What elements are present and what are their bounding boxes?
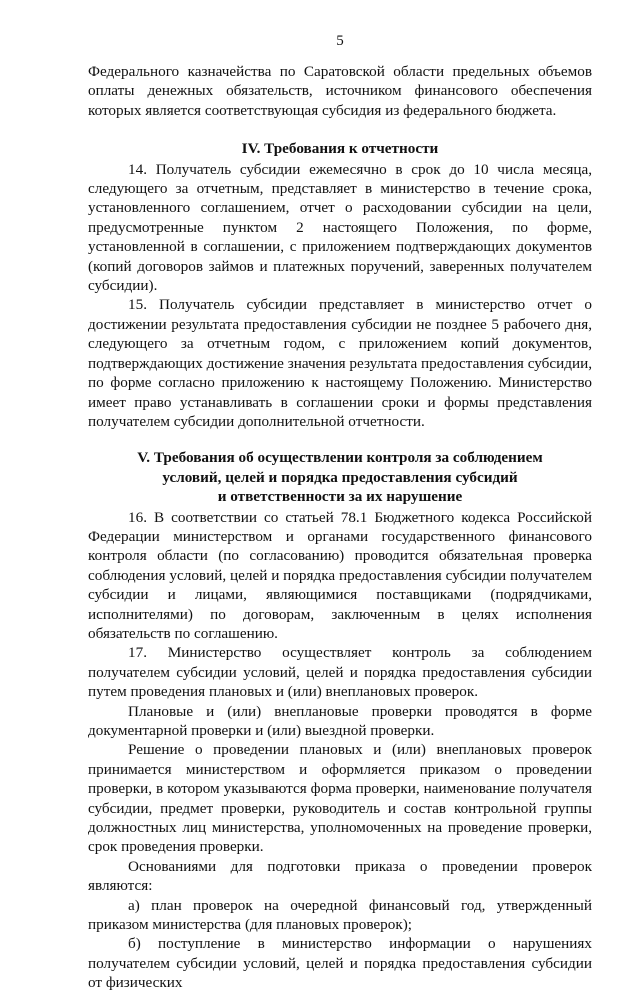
paragraph-inspection-grounds: Основаниями для подготовки приказа о проведении проверок являются: bbox=[88, 857, 592, 895]
intro-paragraph: Федерального казначейства по Саратовской области предельных объемов оплаты денежных обязательств, источником финансового обеспечения которых является соответствующая субсидия из федерального бюджета. bbox=[88, 63, 592, 119]
paragraph-17: 17. Министерство осуществляет контроль за соблюдением получателем субсидии условий, целей и порядка предоставления субсидии путем проведения плановых и (или) внеплановых проверок. bbox=[88, 644, 592, 701]
page-number: 5 bbox=[336, 33, 344, 49]
section-v-heading-line-1: V. Требования об осуществлении контроля за соблюдением bbox=[137, 449, 543, 467]
section-v-heading bbox=[88, 448, 592, 506]
section-v-heading-line-3: и ответственности за их нарушение bbox=[217, 488, 463, 506]
section-iv bbox=[88, 139, 592, 431]
section-v bbox=[88, 448, 592, 992]
list-item-a: а) план проверок на очередной финансовый год, утвержденный приказом министерства (для плановых проверок); bbox=[88, 896, 592, 934]
paragraph-15: 15. Получатель субсидии представляет в министерство отчет о достижении результата предоставления субсидии не позднее 5 рабочего дня, следующего за отчетным годом, с приложением копий документов, подтверждающих достижение значения результата предоставления субсидии, по форме согласно приложению к настоящему Положению. Министерство имеет право устанавливать в соглашении сроки и формы представления получателем субсидии дополнительной отчетности. bbox=[88, 296, 592, 430]
section-iv-heading: IV. Требования к отчетности bbox=[241, 140, 439, 158]
list-item-b: б) поступление в министерство информации о нарушениях получателем субсидии условий, целей и порядка предоставления субсидии от физических bbox=[88, 935, 592, 992]
paragraph-inspection-decision: Решение о проведении плановых и (или) внеплановых проверок принимается министерством и оформляется приказом о проведении проверки, в котором указываются форма проверки, наименование получателя субсидии, предмет проверки, руководитель и состав контрольной группы должностных лиц министерства, уполномоченных на проведение проверки, срок проведения проверки. bbox=[88, 741, 592, 856]
section-v-heading-line-2: условий, целей и порядка предоставления субсидий bbox=[162, 468, 518, 486]
paragraph-inspection-forms: Плановые и (или) внеплановые проверки проводятся в форме документарной проверки и (или) выездной проверки. bbox=[88, 702, 592, 739]
paragraph-16: 16. В соответствии со статьей 78.1 Бюджетного кодекса Российской Федерации министерством и органами государственного финансового контроля области (по согласованию) проводится обязательная проверка соблюдения условий, целей и порядка предоставления субсидии получателем субсидии и лицами, являющимися поставщиками (подрядчиками, исполнителями) по договорам, заключенным в целях исполнения обязательств по соглашению. bbox=[88, 508, 592, 642]
paragraph-14: 14. Получатель субсидии ежемесячно в срок до 10 числа месяца, следующего за отчетным, представляет в министерство в течение срока, установленного соглашением, отчет о расходовании субсидии на цели, предусмотренные пунктом 2 настоящего Положения, по форме, установленной в соглашении, с приложением подтверждающих документов (копий договоров займов и платежных поручений, заверенных получателем субсидии). bbox=[88, 160, 592, 295]
document-page bbox=[88, 32, 592, 993]
